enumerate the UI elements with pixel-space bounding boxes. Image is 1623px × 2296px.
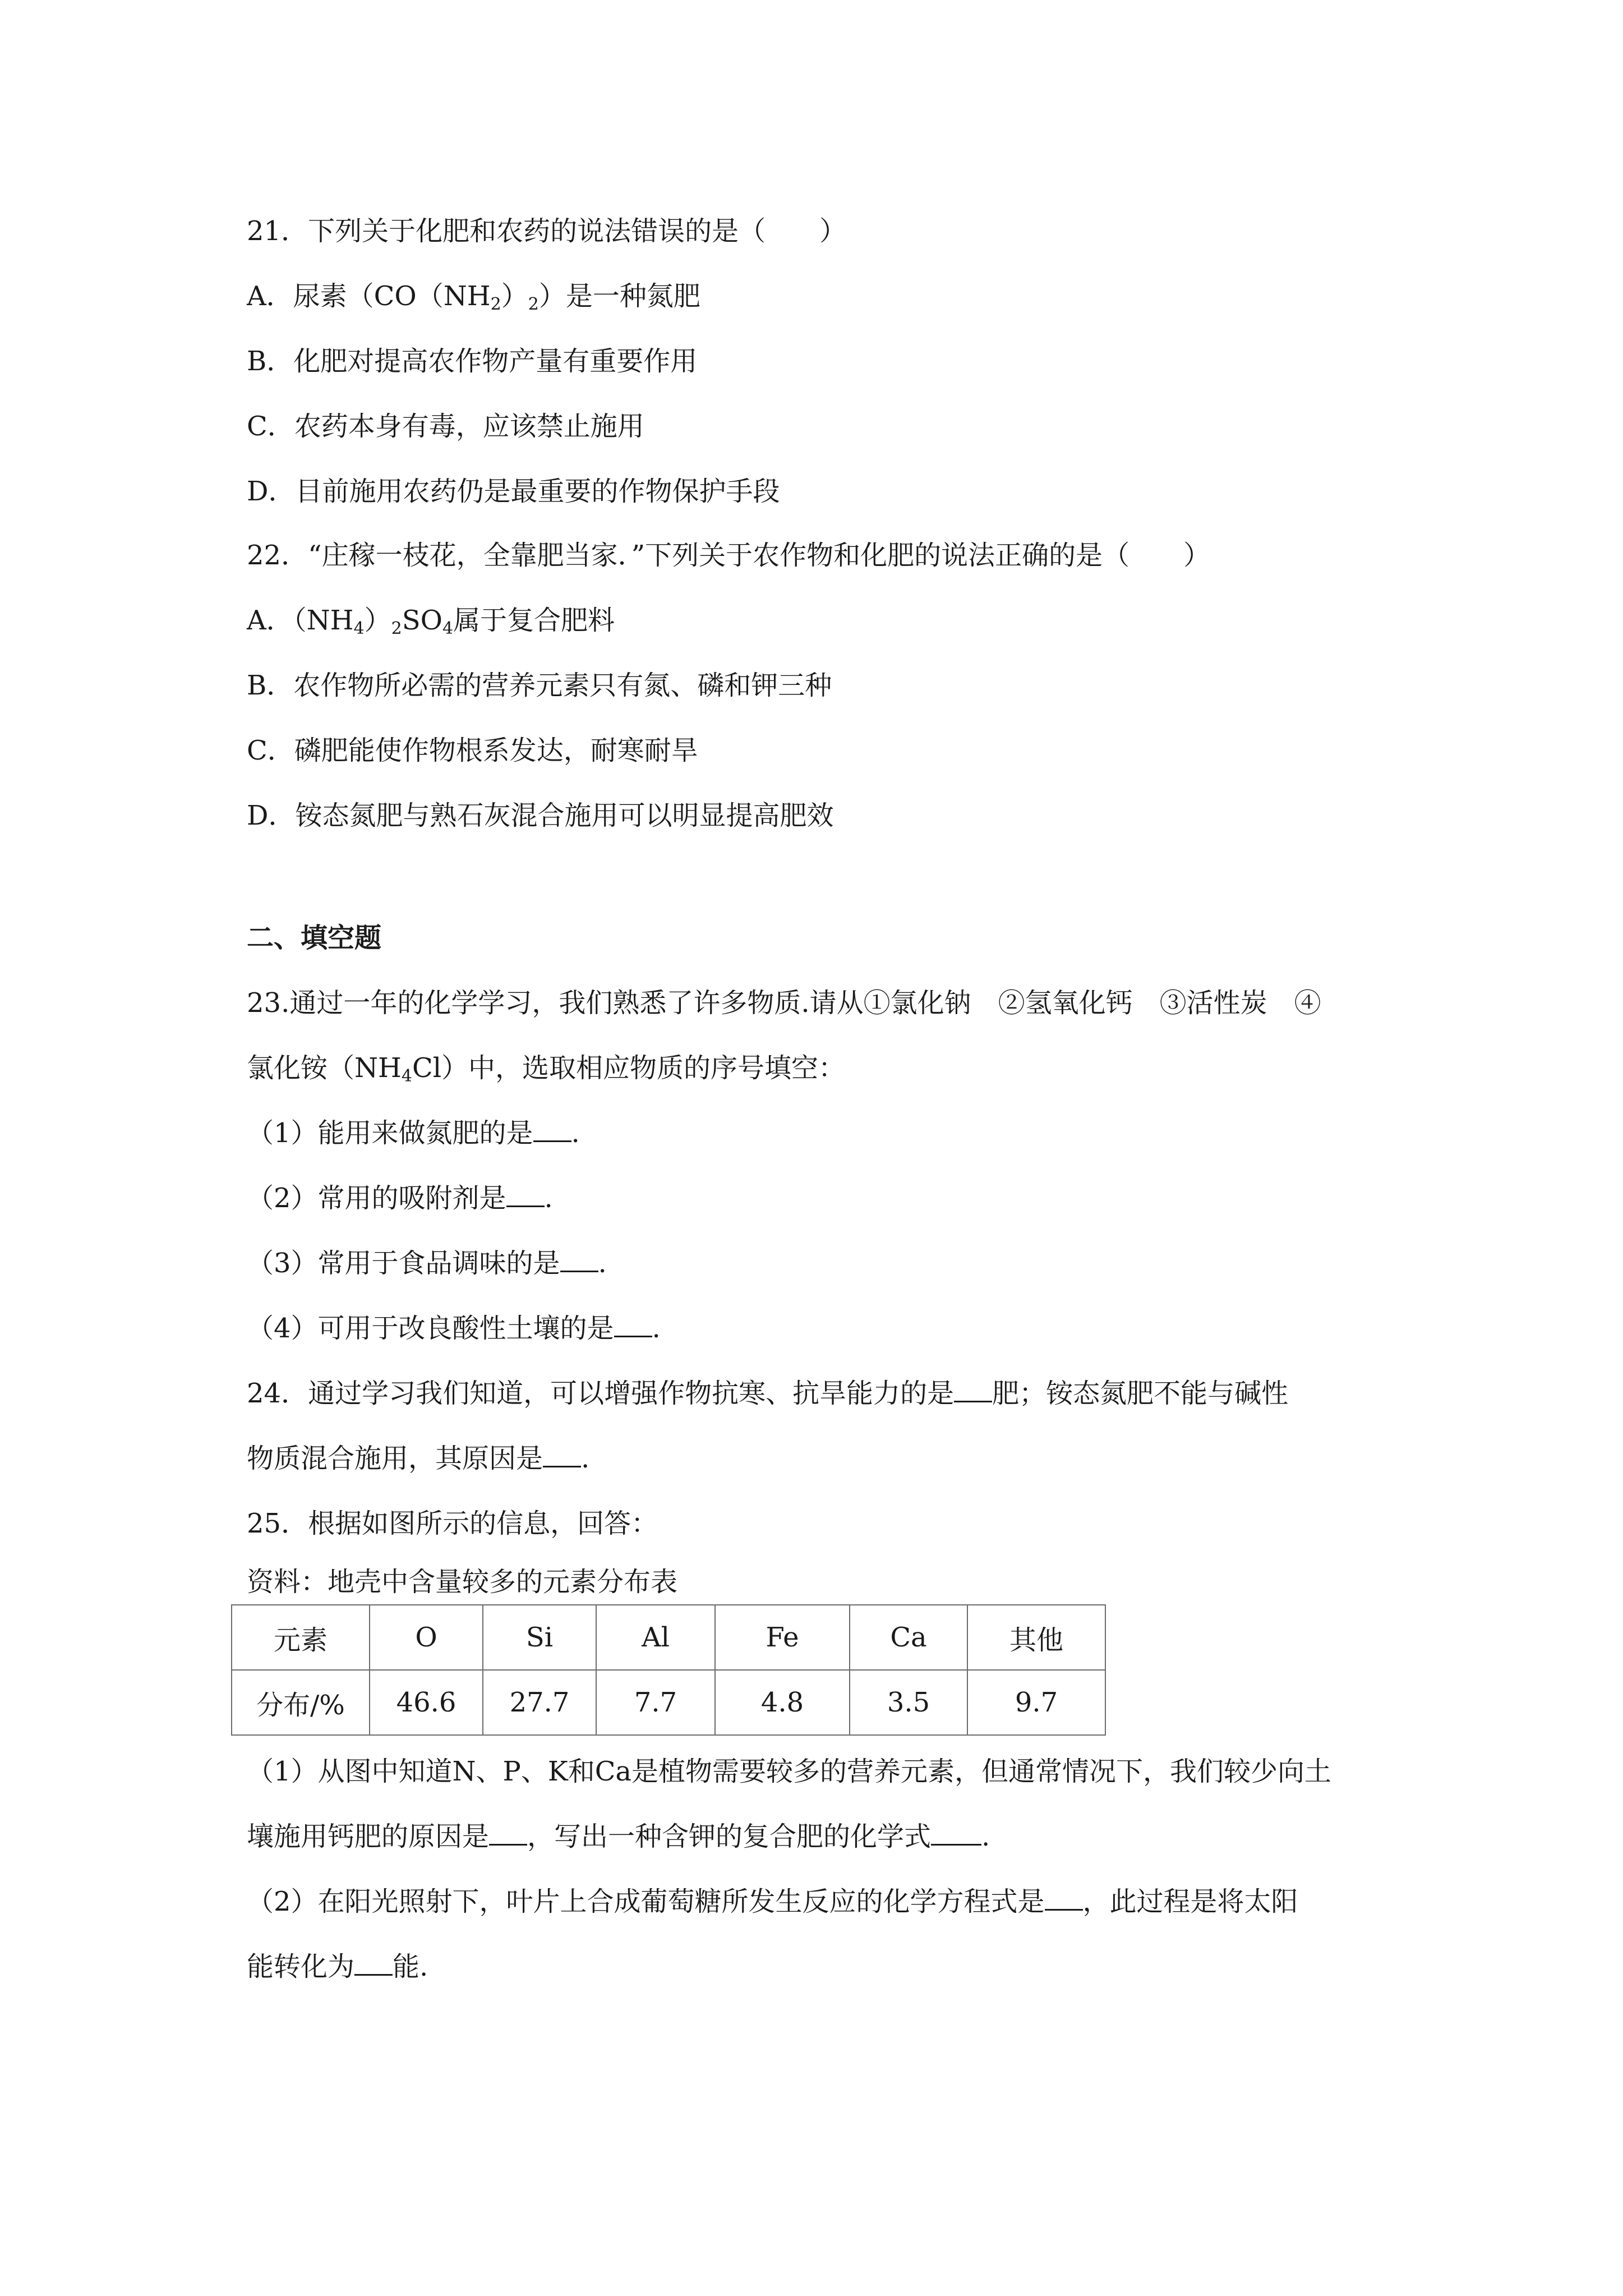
table-cell: 46.6	[370, 1670, 483, 1735]
answer-blank[interactable]	[931, 1821, 981, 1846]
q23-stem-line1: 23.通过一年的化学学习，我们熟悉了许多物质.请从①氯化钠 ②氢氧化钙 ③活性炭 ④	[247, 987, 1321, 1019]
answer-blank[interactable]	[560, 1248, 598, 1272]
q25-material: 资料：地壳中含量较多的元素分布表	[247, 1566, 678, 1598]
table-cell: 7.7	[596, 1670, 715, 1735]
q22-stem: 22．“庄稼一枝花，全靠肥当家．”下列关于农作物和化肥的说法正确的是（ ）	[247, 540, 1211, 571]
table-row	[232, 1670, 1105, 1735]
q22-option-d: D．铵态氮肥与熟石灰混合施用可以明显提高肥效	[247, 800, 834, 831]
q22-option-b: B．农作物所必需的营养元素只有氮、磷和钾三种	[247, 670, 832, 701]
q22-option-a: A．$(NH_4)_2SO_4$属于复合肥料	[247, 605, 615, 638]
q23-stem-line2: 氯化铵$(NH_4Cl)$中，选取相应物质的序号填空：	[247, 1052, 846, 1086]
table-header-row	[232, 1605, 1105, 1670]
q25-part1-line2: 壤施用钙肥的原因是 ，写出一种含钾的复合肥的化学式 .	[247, 1821, 990, 1852]
element-distribution-table	[231, 1604, 1106, 1736]
q24-line1: 24．通过学习我们知道，可以增强作物抗寒、抗旱能力的是 肥；铵态氮肥不能与碱性	[247, 1378, 1289, 1409]
table-cell: 3.5	[850, 1670, 967, 1735]
table-cell: 9.7	[967, 1670, 1105, 1735]
q21-option-b: B．化肥对提高农作物产量有重要作用	[247, 346, 698, 377]
q25-stem: 25．根据如图所示的信息，回答：	[247, 1508, 658, 1539]
q24-line2: 物质混合施用，其原因是 .	[247, 1443, 590, 1474]
table-cell: 其他	[967, 1605, 1105, 1670]
q21-option-d: D．目前施用农药仍是最重要的作物保护手段	[247, 476, 780, 507]
table-cell: Fe	[715, 1605, 850, 1670]
q25-part2-line1: （2）在阳光照射下，叶片上合成葡萄糖所发生反应的化学方程式是 ，此过程是将太阳	[247, 1886, 1298, 1917]
q23-part4: （4）可用于改良酸性土壤的是 .	[247, 1313, 661, 1344]
answer-blank[interactable]	[489, 1821, 527, 1846]
answer-blank[interactable]	[543, 1443, 581, 1467]
table-cell: Al	[596, 1605, 715, 1670]
q23-part3: （3）常用于食品调味的是 .	[247, 1248, 607, 1279]
q23-part1: （1）能用来做氮肥的是 .	[247, 1117, 580, 1149]
table-cell: O	[370, 1605, 483, 1670]
answer-blank[interactable]	[354, 1952, 393, 1976]
table-cell: Ca	[850, 1605, 967, 1670]
table-cell: 4.8	[715, 1670, 850, 1735]
answer-blank[interactable]	[506, 1183, 545, 1207]
q25-part1-line1: （1）从图中知道N、P、K和Ca是植物需要较多的营养元素，但通常情况下，我们较少向土	[247, 1756, 1332, 1787]
q21-option-c: C．农药本身有毒，应该禁止施用	[247, 411, 644, 442]
answer-blank[interactable]	[954, 1378, 992, 1402]
q22-option-c: C．磷肥能使作物根系发达，耐寒耐旱	[247, 735, 698, 766]
table-cell: 分布/%	[232, 1670, 370, 1735]
q23-part2: （2）常用的吸附剂是 .	[247, 1182, 553, 1214]
q25-part2-line2: 能转化为 能.	[247, 1951, 428, 1982]
q21-stem: 21．下列关于化肥和农药的说法错误的是（ ）	[247, 215, 847, 247]
table-cell: Si	[483, 1605, 596, 1670]
answer-blank[interactable]	[533, 1118, 571, 1142]
table-cell: 27.7	[483, 1670, 596, 1735]
q21-option-a: A．尿素$(CO(NH_2)_2)$是一种氮肥	[247, 280, 700, 314]
table-cell: 元素	[232, 1605, 370, 1670]
answer-blank[interactable]	[614, 1313, 652, 1337]
section-title: 二、填空题	[247, 922, 382, 954]
answer-blank[interactable]	[1045, 1887, 1083, 1911]
